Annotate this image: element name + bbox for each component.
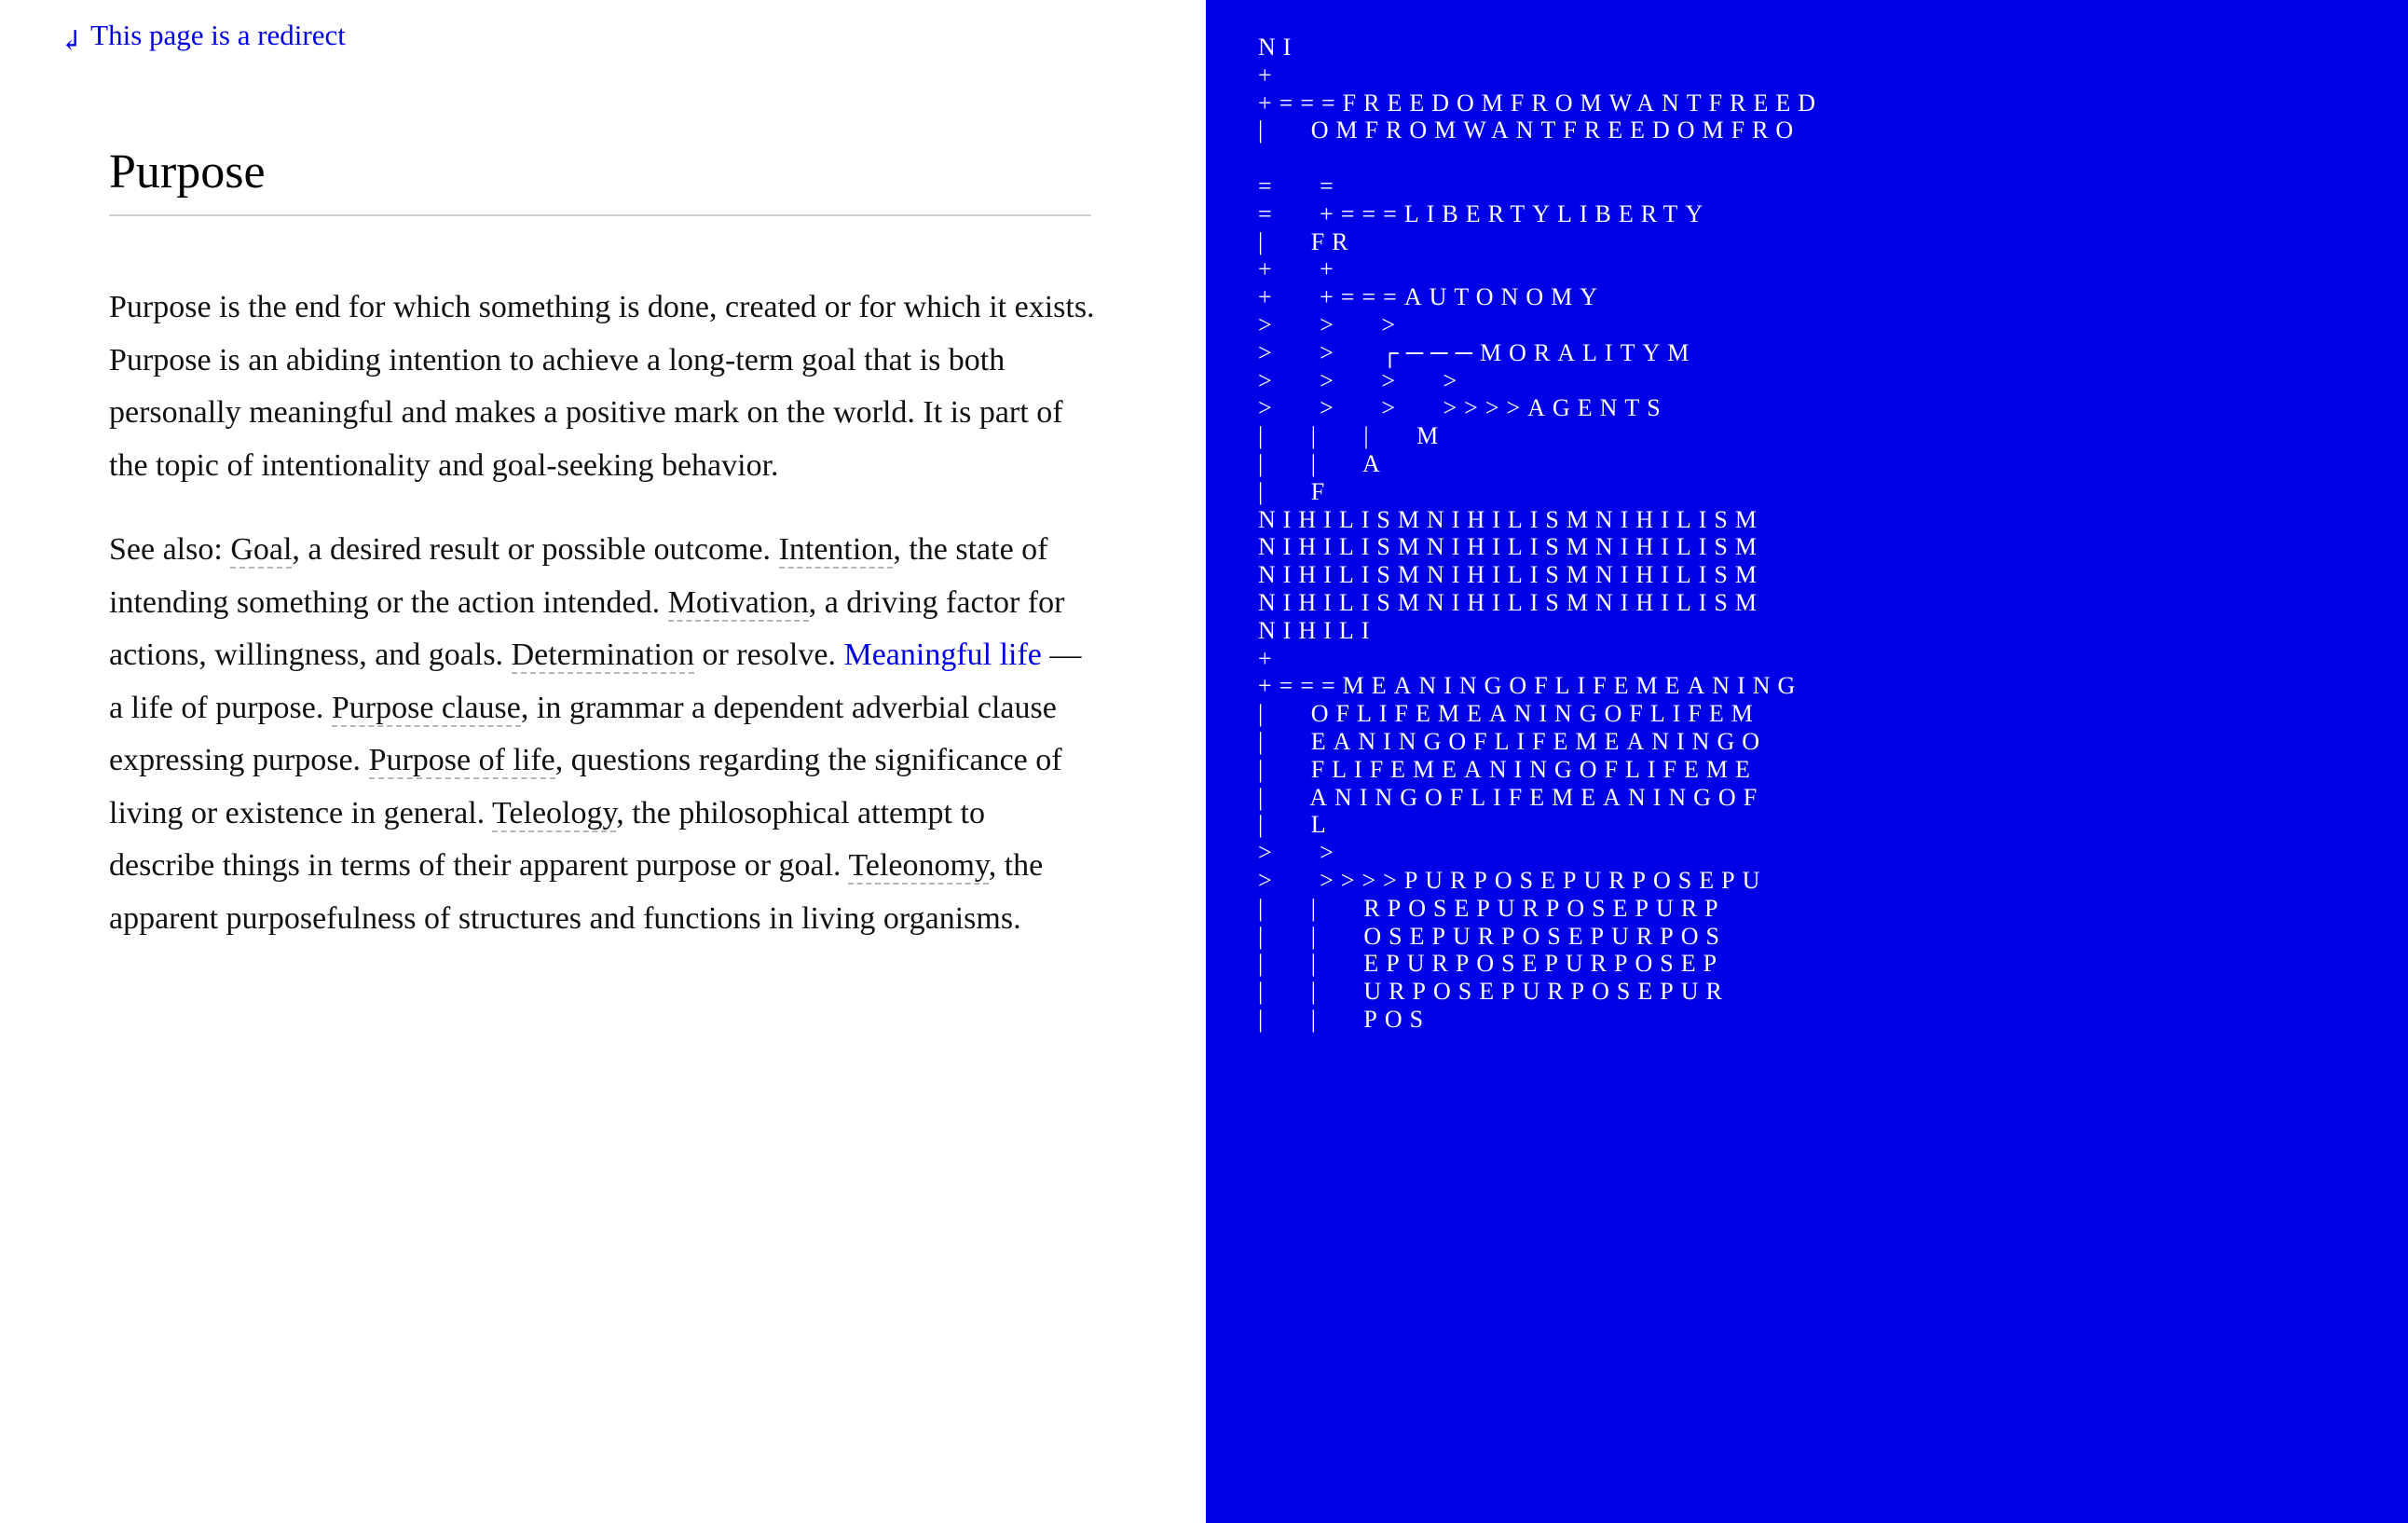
- teleonomy-description: , the apparent purposefulness of structures and functions in living organisms.: [109, 848, 1044, 936]
- teleology-description: , the philosophical attempt to describe things in terms of their apparent purpose or goal.: [109, 795, 985, 883]
- intro-paragraph: Purpose is the end for which something is done, created or for which it exists. Purpose is an abiding intention to achieve a long-term goal that is both personally meaningful and makes a positive mark on the world. It is part of the topic of intentionality and goal-seeking behavior.: [109, 290, 1095, 483]
- purpose-clause-description: , in grammar a dependent adverbial clause expressing purpose.: [109, 690, 1057, 777]
- purpose-of-life-link[interactable]: Purpose of life: [368, 743, 555, 777]
- return-arrow-icon: ↲: [60, 26, 84, 57]
- motivation-description: , a driving factor for actions, willingness, and goals.: [109, 584, 1065, 672]
- intention-link[interactable]: Intention: [778, 532, 894, 567]
- ascii-concept-map: NI + +===FREEDOMFROMWANTFREED | OMFROMWANTFREEDOMFRO = = = +===LIBERTYLIBERTY | FR + + + +===AUTONOMY > > > > > ┌───MORALITYM > > > > > > > >>>>AGENTS | | | M | | A | F NIHILISMNIHILISMNIHILISM NIHILISMNIHILISMNIHILISM NIHILISMNIHILISMNIHILISM NIHILISMNIHILISMNIHILISM NIHILI + +===MEANINGOFLIFEMEANING | OFLIFEMEANINGOFLIFEM | EANINGOFLIFEMEANINGO | FLIFEMEANINGOFLIFEME | ANINGOFLIFEMEANINGOF | L > > > >>>>PURPOSEPURPOSEPU | | RPOSEPURPOSEPURP | | OSEPURPOSEPURPOS | | EPURPOSEPURPOSEP | | URPOSEPURPOSEPUR | | POS: [1258, 34, 1824, 1033]
- meaningful-life-description: — a life of purpose.: [109, 638, 1082, 725]
- determination-description: or resolve.: [693, 638, 844, 672]
- motivation-link[interactable]: Motivation: [667, 584, 809, 620]
- title-divider: [109, 214, 1091, 216]
- goal-description: , a desired result or possible outcome.: [292, 532, 779, 567]
- teleology-link[interactable]: Teleology: [492, 795, 617, 830]
- determination-link[interactable]: Determination: [511, 638, 694, 672]
- teleonomy-link[interactable]: Teleonomy: [848, 848, 989, 883]
- purpose-of-life-description: , questions regarding the significance of living or existence in general.: [109, 743, 1062, 830]
- redirect-label[interactable]: This page is a redirect: [90, 19, 346, 51]
- page-title: Purpose: [109, 145, 266, 199]
- meaningful-life-link[interactable]: Meaningful life: [843, 638, 1042, 672]
- see-also-intro: See also:: [109, 532, 231, 567]
- goal-link[interactable]: Goal: [230, 532, 293, 567]
- redirect-notice-link[interactable]: [60, 19, 346, 57]
- intention-description: , the state of intending something or the action intended.: [109, 532, 1048, 620]
- see-also-paragraph: [109, 524, 1097, 945]
- purpose-clause-link[interactable]: Purpose clause: [331, 690, 521, 725]
